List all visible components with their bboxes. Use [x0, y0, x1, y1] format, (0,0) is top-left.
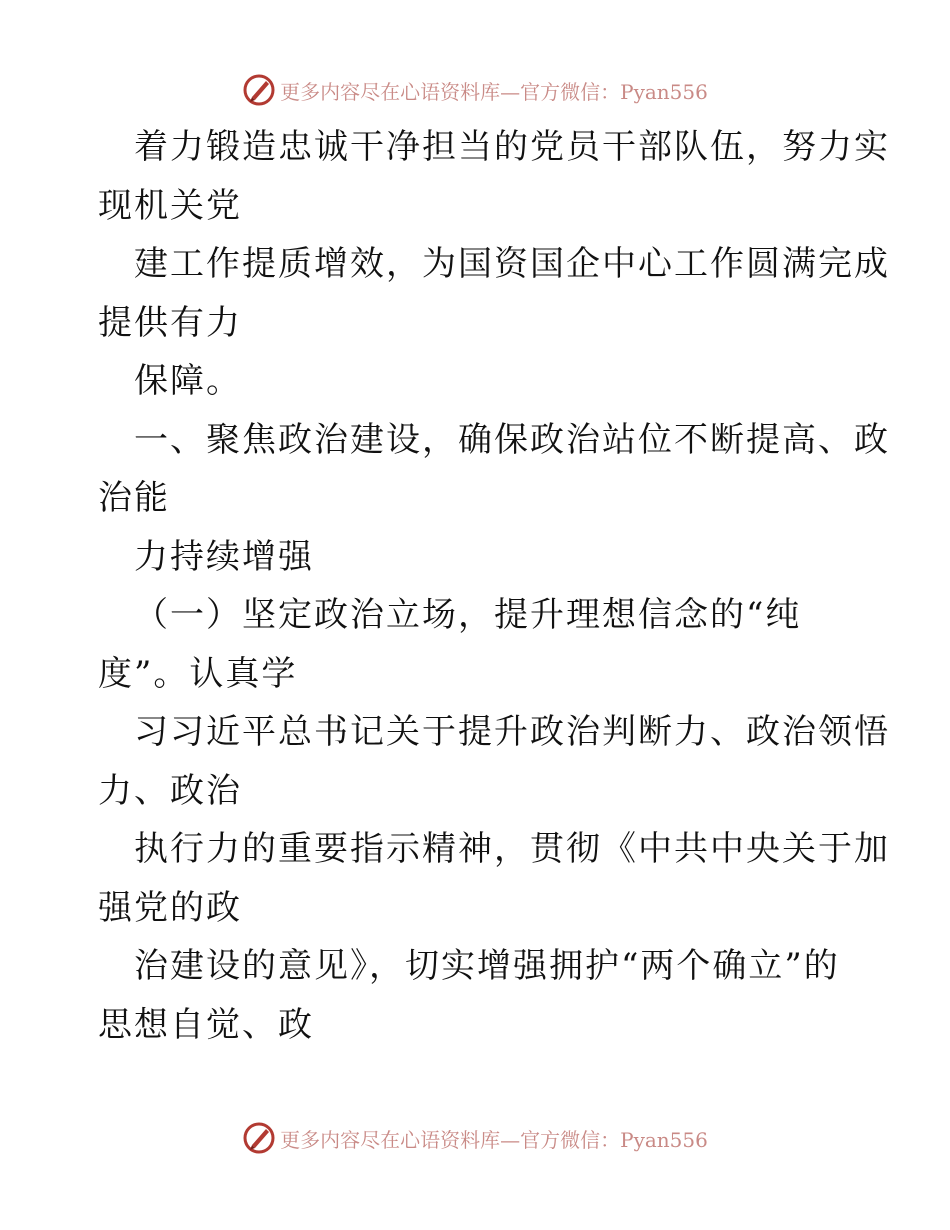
text-line: 习习近平总书记关于提升政治判断力、政治领悟 — [134, 712, 890, 752]
text-line: 思想自觉、政 — [98, 1004, 314, 1045]
text-line: 建工作提质增效，为国资国企中心工作圆满完成 — [134, 244, 890, 284]
footer-banner-wechat: 官方微信：Pyan556 — [520, 1127, 708, 1152]
footer-watermark-banner — [0, 1118, 950, 1158]
text-line: 现机关党 — [98, 185, 242, 226]
text-line: 着力锻造忠诚干净担当的党员干部队伍，努力实 — [134, 127, 890, 167]
text-line: 保障。 — [134, 361, 242, 401]
text-line: 执行力的重要指示精神，贯彻《中共中央关于加 — [134, 829, 890, 869]
subsection-heading-line: （一）坚定政治立场，提升理想信念的“纯 — [134, 595, 802, 635]
text-line: 提供有力 — [98, 302, 242, 343]
document-body — [98, 118, 890, 1054]
section-heading-line: 一、聚焦政治建设，确保政治站位不断提高、政 — [134, 419, 890, 460]
footer-banner-text: 更多内容尽在心语资料库— — [280, 1127, 521, 1152]
header-banner-wechat: 官方微信：Pyan556 — [520, 79, 708, 104]
text-line: 治建设的意见》，切实增强拥护“两个确立”的 — [134, 946, 840, 986]
section-heading-line: 力持续增强 — [134, 536, 314, 577]
pen-logo-icon — [242, 73, 276, 107]
header-banner-text: 更多内容尽在心语资料库— — [280, 79, 521, 104]
header-watermark-banner — [0, 70, 950, 110]
text-line: 度”。认真学 — [98, 653, 298, 694]
text-line: 力、政治 — [98, 770, 242, 811]
text-line: 强党的政 — [98, 887, 242, 928]
pen-logo-icon — [242, 1121, 276, 1155]
section-heading-line: 治能 — [98, 478, 170, 518]
